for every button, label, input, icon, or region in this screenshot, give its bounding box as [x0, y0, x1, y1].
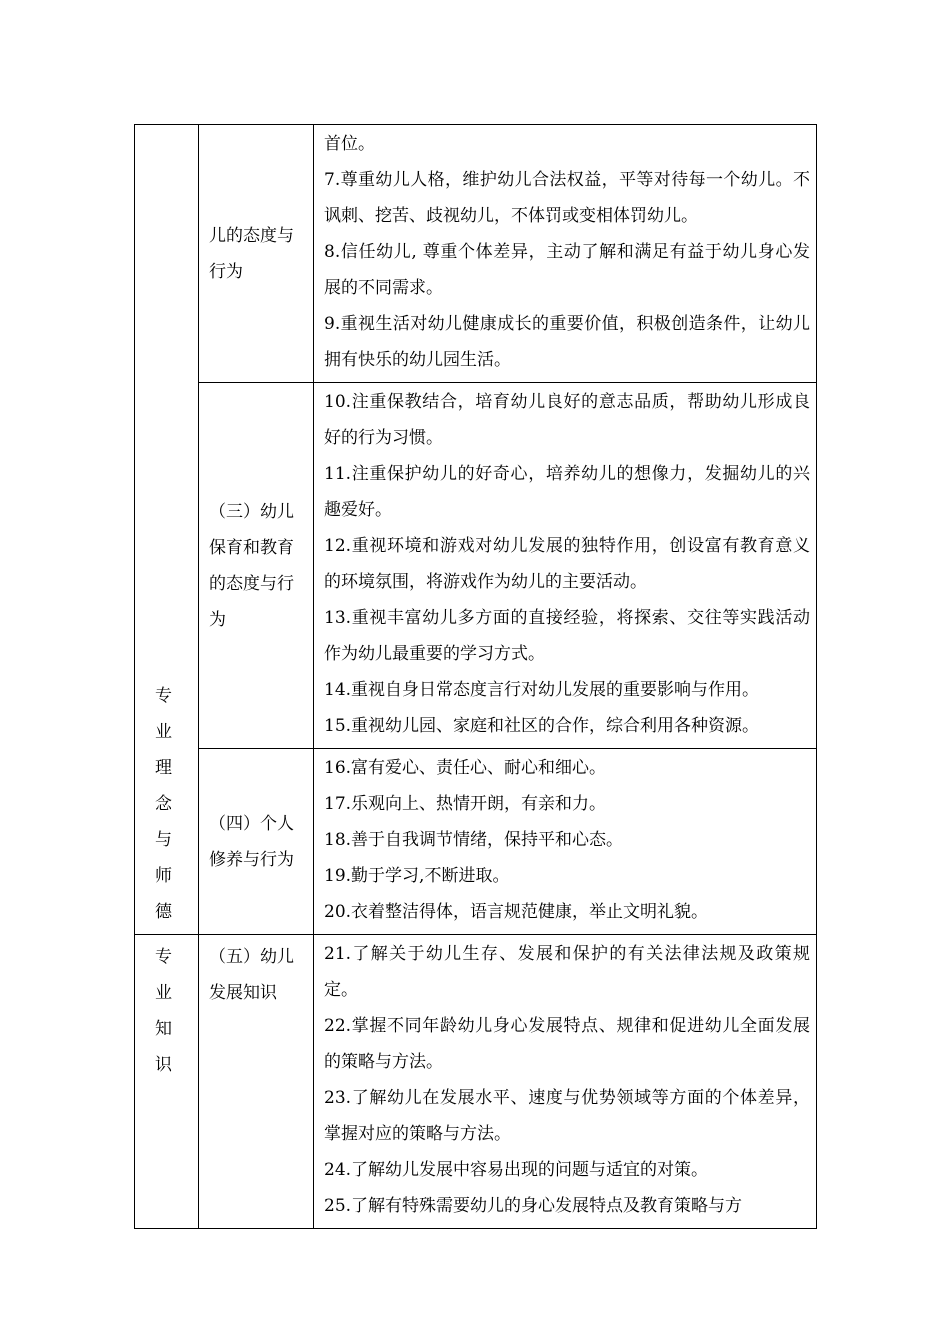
field-cell	[199, 749, 314, 935]
items-cell	[314, 383, 817, 749]
list-item: 9.重视生活对幼儿健康成长的重要价值，积极创造条件，让幼儿拥有快乐的幼儿园生活。	[324, 314, 810, 370]
list-item: 22.掌握不同年龄幼儿身心发展特点、规律和促进幼儿全面发展的策略与方法。	[324, 1016, 810, 1072]
table-row	[135, 125, 817, 383]
list-item: 8.信任幼儿, 尊重个体差异，主动了解和满足有益于幼儿身心发展的不同需求。	[324, 242, 810, 298]
list-item: 25.了解有特殊需要幼儿的身心发展特点及教育策略与方	[324, 1196, 743, 1216]
list-item: 15.重视幼儿园、家庭和社区的合作，综合利用各种资源。	[324, 716, 760, 736]
field-label: （五）幼儿发展知识	[209, 947, 294, 1003]
dimension-cell	[135, 935, 199, 1229]
list-item: 10.注重保教结合，培育幼儿良好的意志品质，帮助幼儿形成良好的行为习惯。	[324, 392, 810, 448]
list-item: 11.注重保护幼儿的好奇心，培养幼儿的想像力，发掘幼儿的兴趣爱好。	[324, 464, 810, 520]
dimension-label: 专业理念与师德	[155, 686, 178, 922]
table-row	[135, 749, 817, 935]
list-item: 18.善于自我调节情绪，保持平和心态。	[324, 830, 624, 850]
standards-table	[134, 124, 817, 1229]
items-cell	[314, 125, 817, 383]
items-cell	[314, 749, 817, 935]
list-item: 24.了解幼儿发展中容易出现的问题与适宜的对策。	[324, 1160, 709, 1180]
list-item: 13.重视丰富幼儿多方面的直接经验，将探索、交往等实践活动作为幼儿最重要的学习方式。	[324, 608, 810, 664]
table-row	[135, 383, 817, 749]
field-label: 儿的态度与行为	[209, 225, 294, 282]
list-item: 21.了解关于幼儿生存、发展和保护的有关法律法规及政策规定。	[324, 944, 810, 1000]
field-cell	[199, 383, 314, 749]
table-row	[135, 935, 817, 1229]
list-item: 17.乐观向上、热情开朗，有亲和力。	[324, 794, 607, 814]
field-cell	[199, 125, 314, 383]
list-item: 19.勤于学习,不断进取。	[324, 866, 510, 886]
dimension-cell	[135, 125, 199, 935]
field-label: （三）幼儿保育和教育的态度与行为	[209, 501, 294, 630]
list-item: 14.重视自身日常态度言行对幼儿发展的重要影响与作用。	[324, 680, 760, 700]
dimension-label: 专业知识	[155, 947, 178, 1075]
field-label: （四）个人修养与行为	[209, 813, 294, 870]
list-item: 7.尊重幼儿人格，维护幼儿合法权益，平等对待每一个幼儿。不讽刺、挖苦、歧视幼儿，不体罚或变相体罚幼儿。	[324, 170, 810, 226]
list-item: 16.富有爱心、责任心、耐心和细心。	[324, 758, 607, 778]
list-item: 20.衣着整洁得体，语言规范健康，举止文明礼貌。	[324, 902, 709, 922]
list-item: 23.了解幼儿在发展水平、速度与优势领域等方面的个体差异，掌握对应的策略与方法。	[324, 1088, 810, 1144]
list-item: 首位。	[324, 134, 375, 154]
list-item: 12.重视环境和游戏对幼儿发展的独特作用，创设富有教育意义的环境氛围，将游戏作为幼儿的主要活动。	[324, 536, 810, 592]
items-cell	[314, 935, 817, 1229]
field-cell	[199, 935, 314, 1229]
